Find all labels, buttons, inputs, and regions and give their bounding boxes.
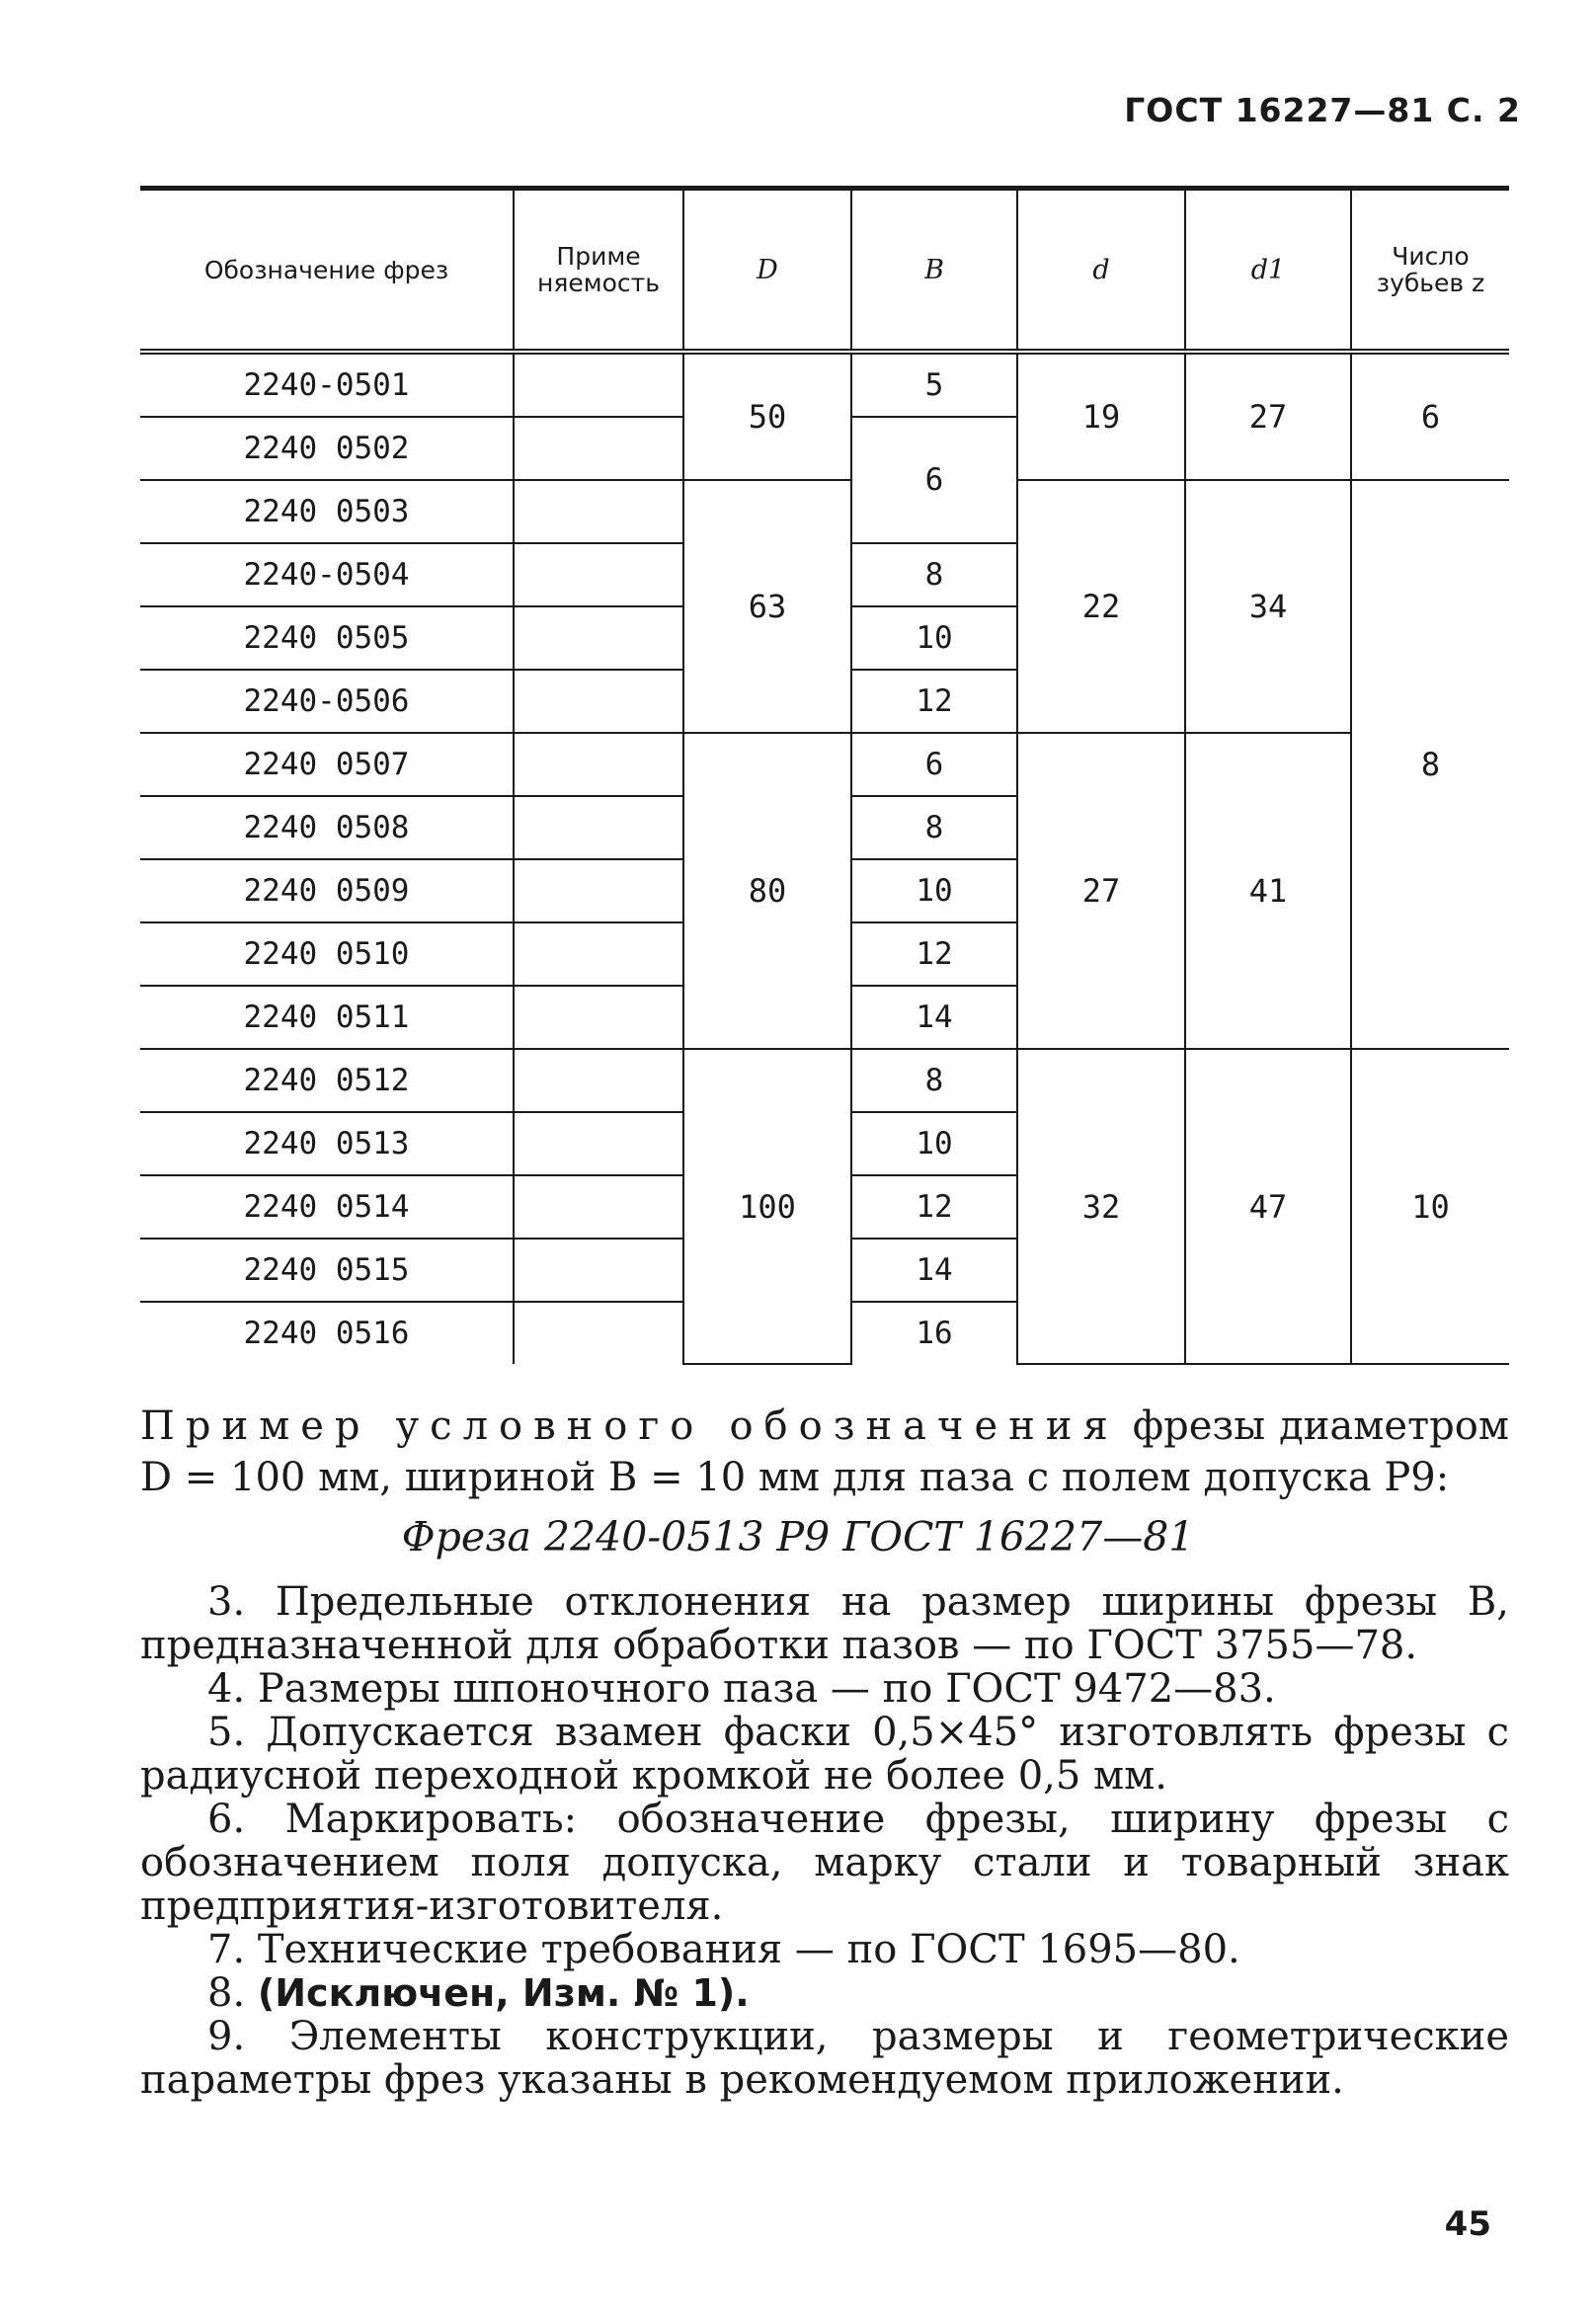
header-teeth: Число зубьев z <box>1351 189 1509 353</box>
page-number: 45 <box>1444 2204 1491 2244</box>
B-cell: 6 <box>851 417 1017 543</box>
B-cell: 12 <box>851 1175 1017 1239</box>
applicability-cell <box>514 480 683 543</box>
header-applicability: Приме няемость <box>514 189 683 353</box>
applicability-cell <box>514 352 683 417</box>
example-lead: Пример условного обозначения <box>140 1403 1119 1449</box>
designation-cell: 2240 0516 <box>243 1316 410 1351</box>
item-8-number: 8. <box>207 1970 246 2016</box>
item-5: 5. Допускается взамен фаски 0,5×45° изготовлять фрезы с радиусной переходной кромкой не более 0,5 мм. <box>140 1710 1509 1799</box>
d-cell: 19 <box>1017 352 1185 480</box>
teeth-cell: 6 <box>1351 352 1509 480</box>
item-7: 7. Технические требования — по ГОСТ 1695—80. <box>207 1927 1240 1972</box>
B-cell: 10 <box>851 859 1017 922</box>
applicability-cell <box>514 1049 683 1112</box>
d1-cell: 47 <box>1185 1049 1351 1364</box>
example-rest: фрезы диаметром D = 100 мм, шириной B = 10 мм для паза с полем допуска Р9: <box>140 1403 1509 1500</box>
applicability-cell <box>514 417 683 480</box>
designation-cell: 2240 0512 <box>140 1049 514 1112</box>
applicability-cell <box>514 606 683 670</box>
applicability-cell <box>514 733 683 796</box>
item-8-text: (Исключен, Изм. № 1). <box>257 1971 750 2015</box>
applicability-cell <box>514 1112 683 1175</box>
D-cell: 80 <box>683 733 851 1049</box>
header-d: d <box>1017 189 1185 353</box>
designation-cell: 2240 0507 <box>140 733 514 796</box>
applicability-cell <box>514 859 683 922</box>
applicability-cell <box>514 986 683 1049</box>
applicability-cell <box>514 543 683 606</box>
item-3: 3. Предельные отклонения на размер ширины фрезы B, предназначенной для обработки пазов — по ГОСТ 3755—78. <box>140 1579 1509 1668</box>
B-cell: 5 <box>851 352 1017 417</box>
B-cell: 8 <box>851 1049 1017 1112</box>
B-cell: 10 <box>851 1112 1017 1175</box>
table-row <box>140 1049 1509 1112</box>
d1-cell: 41 <box>1185 733 1351 1049</box>
designation-cell: 2240-0504 <box>140 543 514 606</box>
applicability-cell <box>514 1175 683 1239</box>
item-8 <box>140 1971 1509 2015</box>
designation-cell: 2240 0515 <box>140 1239 514 1302</box>
table-header-row <box>140 189 1509 353</box>
d-cell: 27 <box>1017 733 1185 1049</box>
B-cell: 12 <box>851 670 1017 733</box>
table-row <box>140 352 1509 417</box>
item-9: 9. Элементы конструкции, размеры и геометрические параметры фрез указаны в рекомендуемом приложении. <box>140 2014 1509 2103</box>
B-cell: 14 <box>851 986 1017 1049</box>
D-cell: 63 <box>683 480 851 733</box>
d1-cell: 34 <box>1185 480 1351 733</box>
applicability-cell <box>514 1239 683 1302</box>
d-cell: 22 <box>1017 480 1185 733</box>
applicability-cell <box>514 1302 683 1364</box>
D-cell: 50 <box>683 352 851 480</box>
cutters-table <box>140 186 1509 1371</box>
teeth-cell: 8 <box>1351 480 1509 1049</box>
spec-table <box>140 186 1509 1365</box>
header-designation: Обозначение фрез <box>140 189 514 353</box>
table-row <box>140 480 1509 543</box>
applicability-cell <box>514 670 683 733</box>
B-cell: 16 <box>851 1302 1017 1364</box>
designation-cell: 2240 0513 <box>140 1112 514 1175</box>
teeth-cell: 10 <box>1351 1049 1509 1364</box>
designation-cell: 2240 0511 <box>140 986 514 1049</box>
designation-cell: 2240 0505 <box>140 606 514 670</box>
designation-cell: 2240 0503 <box>140 480 514 543</box>
B-cell: 8 <box>851 543 1017 606</box>
designation-cell: 2240 0502 <box>140 417 514 480</box>
d-cell: 32 <box>1017 1049 1185 1364</box>
designation-cell: 2240-0506 <box>140 670 514 733</box>
requirements-list <box>140 1580 1509 2102</box>
designation-cell: 2240 0514 <box>140 1175 514 1239</box>
designation-cell: 2240-0501 <box>140 352 514 417</box>
B-cell: 10 <box>851 606 1017 670</box>
page-header: ГОСТ 16227—81 С. 2 <box>1124 91 1521 129</box>
example-formula: Фреза 2240-0513 Р9 ГОСТ 16227—81 <box>401 1513 1195 1561</box>
B-cell: 14 <box>851 1239 1017 1302</box>
item-4: 4. Размеры шпоночного паза — по ГОСТ 9472—83. <box>207 1666 1276 1712</box>
d1-cell: 27 <box>1185 352 1351 480</box>
B-cell: 12 <box>851 922 1017 986</box>
applicability-cell <box>514 922 683 986</box>
B-cell: 8 <box>851 796 1017 859</box>
B-cell: 6 <box>851 733 1017 796</box>
header-D: D <box>683 189 851 353</box>
designation-example <box>140 1401 1509 1503</box>
designation-cell: 2240 0510 <box>140 922 514 986</box>
header-d1: d1 <box>1185 189 1351 353</box>
D-cell: 100 <box>683 1049 851 1364</box>
table-row <box>140 733 1509 796</box>
applicability-cell <box>514 796 683 859</box>
designation-cell: 2240 0509 <box>140 859 514 922</box>
item-6: 6. Маркировать: обозначение фрезы, ширину фрезы с обозначением поля допуска, марку стали и товарный знак предприятия-изготовителя. <box>140 1797 1509 1929</box>
designation-cell: 2240 0508 <box>140 796 514 859</box>
header-B: B <box>851 189 1017 353</box>
